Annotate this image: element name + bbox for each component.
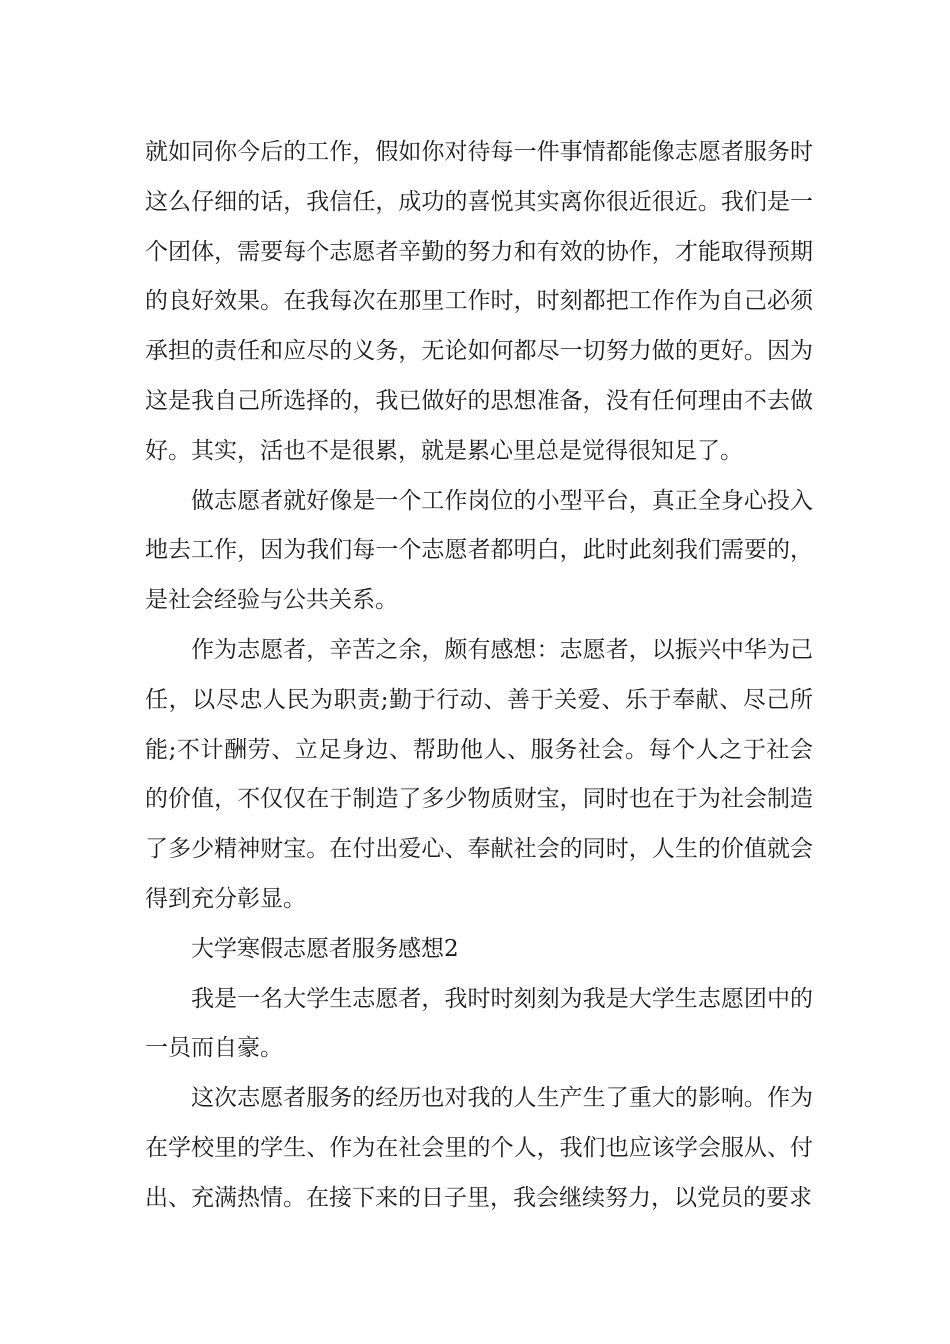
paragraph-2: 做志愿者就好像是一个工作岗位的小型平台，真正全身心投入地去工作，因为我们每一个志愿者都明白，此时此刻我们需要的，是社会经验与公共关系。 xyxy=(145,487,813,614)
section-heading: 大学寒假志愿者服务感想2 xyxy=(191,935,459,962)
paragraph-3: 作为志愿者，辛苦之余，颇有感想：志愿者，以振兴中华为己任，以尽忠人民为职责;勤于行动、善于关爱、乐于奉献、尽己所能;不计酬劳、立足身边、帮助他人、服务社会。每个人之于社会的价值，不仅仅在于制造了多少物质财宝，同时也在于为社会制造了多少精神财宝。在付出爱心、奉献社会的同时，人生的价值就会得到充分彰显。 xyxy=(145,636,813,912)
paragraph-5: 这次志愿者服务的经历也对我的人生产生了重大的影响。作为在学校里的学生、作为在社会里的个人，我们也应该学会服从、付出、充满热情。在接下来的日子里，我会继续努力，以党员的要求 xyxy=(145,1085,813,1211)
paragraph-1: 就如同你今后的工作，假如你对待每一件事情都能像志愿者服务时这么仔细的话，我信任，成功的喜悦其实离你很近很近。我们是一个团体，需要每个志愿者辛勤的努力和有效的协作，才能取得预期的良好效果。在我每次在那里工作时，时刻都把工作作为自己必须承担的责任和应尽的义务，无论如何都尽一切努力做的更好。因为这是我自己所选择的，我已做好的思想准备，没有任何理由不去做好。其实，活也不是很累，就是累心里总是觉得很知足了。 xyxy=(145,139,813,464)
paragraph-4: 我是一名大学生志愿者，我时时刻刻为我是大学生志愿团中的一员而自豪。 xyxy=(145,985,813,1062)
document-body xyxy=(145,128,813,1224)
